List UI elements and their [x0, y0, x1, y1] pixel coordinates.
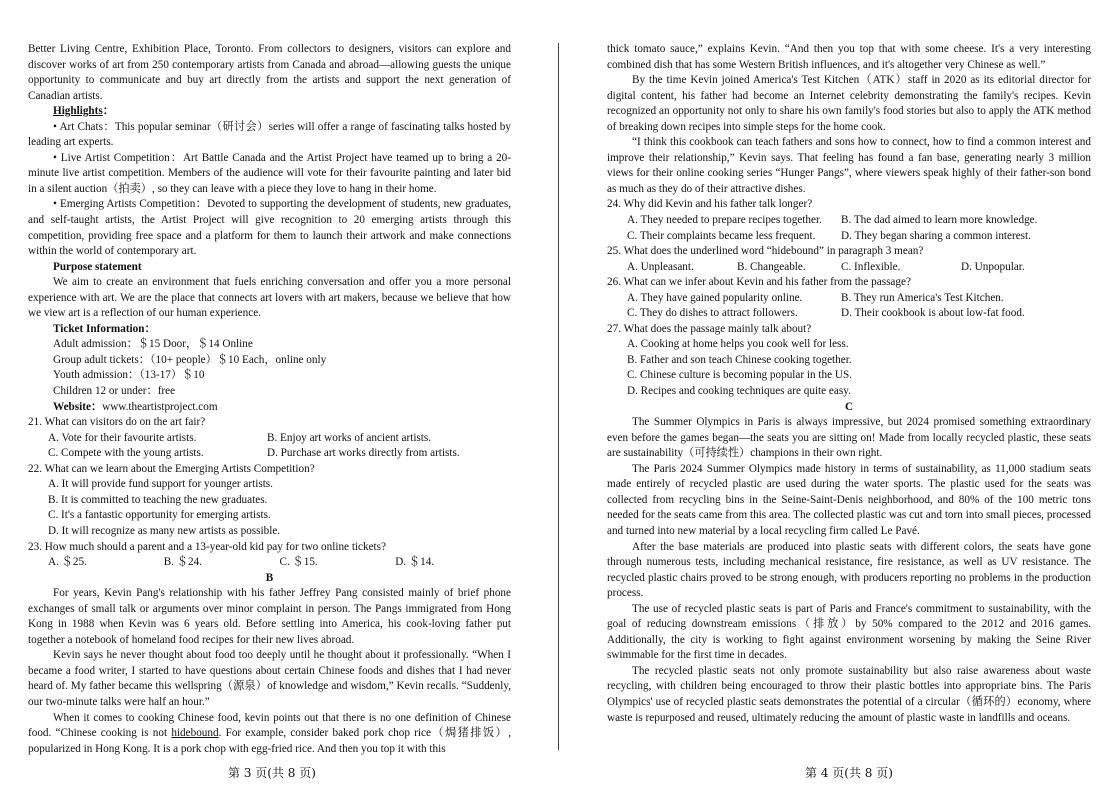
- ticket-line: Children 12 or under：free: [53, 385, 176, 398]
- answer-option: D. Their cookbook is about low-fat food.: [841, 307, 1025, 320]
- passage-c-paragraph: The recycled plastic seats not only promote sustainability but also raise awareness about waste recycling, with children being encouraged to throw their plastic bottles into appropriate bins. The Paris Olympics' use of recycled plastic seats demonstrates the potential of a circular（循环的）economy, where waste is repurposed and reused, ultimately reducing the amount of plastic waste in landfills and oceans.: [607, 664, 1091, 724]
- passage-b-paragraph: Kevin says he never thought about food too deeply until he thought about it professionally. “When I became a food writer, I started to have questions about certain Chinese foods and dishes that I had never heard of. My father became this wellspring（源泉）of knowledge and wisdom,” Kevin recalls. “Suddenly, our two-minute talks were half an hour.”: [28, 649, 511, 708]
- ticket-line: Group adult tickets：（10+ people）＄10 Each，online only: [53, 353, 327, 366]
- answer-option: D. It will recognize as many new artists as possible.: [48, 524, 281, 537]
- answer-option-row: [607, 260, 1091, 276]
- bullet-icon: •: [53, 198, 57, 211]
- bullet-icon: •: [53, 120, 57, 133]
- passage-b-paragraphs: [28, 586, 511, 710]
- ticket-list: [28, 337, 511, 399]
- intro-paragraph: Better Living Centre, Exhibition Place, Toronto. From collectors to designers, visitors can explore and discover works of art from 250 contemporary artists from Canada and abroad—allowing guests the unique opportunity to communicate and buy art directly from the artists and support the next generation of Canadian artists.: [28, 43, 511, 102]
- left-page-column: [28, 42, 511, 757]
- passage-b-paragraph-3: When it comes to cooking Chinese food, kevin points out that there is no one definition of Chinese food. “Chinese cooking is not hidebound. For example, consider baked pork chop rice（焗猪排饭）, popularized in Hong Kong. It is a pork chop with egg-fried rice. And then you top it with this: [28, 711, 511, 755]
- highlight-item: [28, 120, 511, 151]
- section-c-heading: C: [844, 400, 854, 413]
- page-number-4: 第 4 页(共 8 页): [805, 766, 893, 780]
- answer-option: B. The dad aimed to learn more knowledge.: [841, 214, 1038, 227]
- highlights-heading: Highlights：: [53, 105, 114, 118]
- page-number-3: 第 3 页(共 8 页): [228, 766, 316, 780]
- answer-option-row: [28, 446, 511, 462]
- questions-21-23: [28, 415, 511, 570]
- website-line: Website：www.theartistproject.com: [53, 400, 218, 413]
- passage-c-paragraph: After the base materials are produced into plastic seats with different colors, the seats have gone through numerous tests, including mechanical resistance, fire resistance, as well as UV resistance. The recycled plastic chairs proved to be strong enough, with producers reporting no problems in the production process.: [607, 540, 1091, 600]
- answer-option: A. They have gained popularity online.: [627, 291, 803, 304]
- highlight-item: [28, 197, 511, 259]
- question-stem: 24. Why did Kevin and his father talk longer?: [607, 198, 813, 211]
- answer-option: C. ＄15.: [279, 556, 318, 569]
- bullet-icon: •: [53, 151, 57, 164]
- section-b-heading: B: [265, 571, 274, 584]
- column-divider: [558, 43, 559, 750]
- purpose-heading: Purpose statement: [53, 260, 142, 273]
- answer-option: D. ＄14.: [395, 556, 435, 569]
- answer-option: D. Purchase art works directly from artists.: [267, 447, 460, 460]
- passage-b-paragraph-4: By the time Kevin joined America's Test Kitchen（ATK）staff in 2020 as its editorial director for digital content, his father had become an Internet celebrity demonstrating the family's recipes. Kevin recognized an opportunity not only to share his own family's food stories but also to apply the ATK method of breaking down recipes into simple steps for the home cook.: [607, 74, 1091, 133]
- answer-option: C. It's a fantastic opportunity for emerging artists.: [48, 509, 271, 522]
- answer-option: A. Unpleasant.: [627, 260, 694, 273]
- website-link: www.theartistproject.com: [102, 400, 218, 413]
- underlined-word-hidebound: hidebound: [171, 727, 219, 740]
- passage-b-paragraph-5: “I think this cookbook can teach fathers and sons how to connect, how to find a common interest and improve their relationship,” Kevin says. That feeling has found a fan base, generating nearly 3 million views for their online cooking series “Hunger Pangs”, where viewers speak highly of their father-son bond as much as they do of their attractive dishes.: [607, 136, 1091, 195]
- question-stem: 22. What can we learn about the Emerging Artists Competition?: [28, 462, 315, 475]
- answer-option: C. Compete with the young artists.: [48, 447, 204, 460]
- highlight-title: Live Artist Competition：: [60, 151, 183, 164]
- answer-option: B. Enjoy art works of ancient artists.: [267, 431, 432, 444]
- right-page-column: [607, 42, 1091, 726]
- answer-option: C. Their complaints became less frequent.: [627, 229, 816, 242]
- answer-option: A. They needed to prepare recipes together.: [627, 214, 822, 227]
- answer-option: C. Chinese culture is becoming popular in the US.: [627, 369, 852, 382]
- ticket-line: Adult admission：＄15 Door，＄14 Online: [53, 338, 253, 351]
- passage-c-paragraph: The Paris 2024 Summer Olympics made history in terms of sustainability, as 11,000 stadium seats made entirely of recycled plastic are used during the water sports. The plastic used for the seats was collected from recycling bins in the Seine-Saint-Denis neighborhood, and 80% of the 100 metric tons needed for the seats came from this area. The collected plastic was cut and torn into small pieces, processed and turned into new material by a local recycling firm called Le Pavé.: [607, 462, 1091, 537]
- answer-option: B. They run America's Test Kitchen.: [841, 291, 1004, 304]
- ticket-heading: Ticket Information：: [53, 322, 156, 335]
- question-stem: 26. What can we infer about Kevin and his father from the passage?: [607, 276, 911, 289]
- highlight-text: This popular seminar（研讨会）series will offer a range of fascinating talks hosted by leading art experts.: [28, 120, 511, 149]
- answer-option-row: [607, 229, 1091, 245]
- passage-b-paragraph: For years, Kevin Pang's relationship with his father Jeffrey Pang consisted mainly of brief phone exchanges of small talk or arguments over minor complaint in person. The Pangs immigrated from Hong Kong in 1988 when Kevin was 6 years old. Before settling into America, his cook-loving father put together a notebook of homeland food recipes for their new lives abroad.: [28, 587, 511, 646]
- passage-c-paragraph: The Summer Olympics in Paris is always impressive, but 2024 promised something extraordinary even before the games began—the seats you are sitting on! Made from locally recycled plastic, these seats are sustainability（可持续性）champions in their own right.: [607, 416, 1091, 460]
- answer-option-row: [607, 306, 1091, 322]
- answer-option-row: [607, 291, 1091, 307]
- questions-24-27: [607, 197, 1091, 399]
- highlight-title: Emerging Artists Competition：: [60, 198, 208, 211]
- highlight-item: [28, 151, 511, 198]
- passage-c-paragraphs: [607, 415, 1091, 726]
- question-stem: 25. What does the underlined word “hidebound” in paragraph 3 mean?: [607, 245, 924, 258]
- answer-option: B. Changeable.: [737, 260, 806, 273]
- ticket-line: Youth admission：（13-17）＄10: [53, 369, 205, 382]
- answer-option: D. Recipes and cooking techniques are quite easy.: [627, 385, 851, 398]
- question-stem: 27. What does the passage mainly talk about?: [607, 322, 812, 335]
- passage-c-paragraph: The use of recycled plastic seats is part of Paris and France's commitment to sustainability, with the goal of reducing downstream emissions（排放）by 50% compared to the 2012 and 2016 games. Additionally, the city is working to fight against environment worsening by making the Seine River swimmable for the first time in decades.: [607, 602, 1091, 662]
- highlights-list: [28, 120, 511, 260]
- highlight-text: Devoted to supporting the development of students, new graduates, and self-taught artists, the Artist Project will give recognition to 20 emerging artists through this competition, providing free space and a platform for them to launch their artwork and make connections within the world of contemporary art.: [28, 198, 512, 258]
- answer-option: B. It is committed to teaching the new graduates.: [48, 493, 268, 506]
- answer-option: C. Inflexible.: [841, 260, 901, 273]
- answer-option-row: [28, 555, 511, 571]
- highlight-text: Art Battle Canada and the Artist Project have teamed up to bring a 20-minute live artist competition. Members of the audience will vote for their favourite painting and later bid in a silent auction（拍卖）, so they can leave with a piece they love to hang in their home.: [28, 151, 512, 195]
- answer-option-row: [28, 431, 511, 447]
- answer-option: A. Vote for their favourite artists.: [48, 431, 197, 444]
- highlight-title: Art Chats：: [59, 120, 115, 133]
- answer-option-row: [607, 213, 1091, 229]
- answer-option: C. They do dishes to attract followers.: [627, 307, 798, 320]
- answer-option: B. ＄24.: [163, 556, 202, 569]
- purpose-paragraph: We aim to create an environment that fuels enriching conversation and offer you a more personal experience with art. We are the place that connects art lovers with art makers, because we believe that how we view art is a reflection of our human experience.: [28, 276, 511, 320]
- answer-option: A. ＄25.: [48, 556, 87, 569]
- question-stem: 21. What can visitors do on the art fair?: [28, 416, 206, 429]
- answer-option: B. Father and son teach Chinese cooking together.: [627, 353, 852, 366]
- question-stem: 23. How much should a parent and a 13-year-old kid pay for two online tickets?: [28, 540, 386, 553]
- answer-option: A. Cooking at home helps you cook well for less.: [627, 338, 849, 351]
- answer-option: D. They began sharing a common interest.: [841, 229, 1031, 242]
- answer-option: A. It will provide fund support for younger artists.: [48, 478, 273, 491]
- answer-option: D. Unpopular.: [961, 260, 1025, 273]
- passage-b-continuation: thick tomato sauce,” explains Kevin. “And then you top that with some cheese. It's a very interesting combined dish that has some Western British influences, and it's altogether very Chinese as well.”: [607, 43, 1091, 71]
